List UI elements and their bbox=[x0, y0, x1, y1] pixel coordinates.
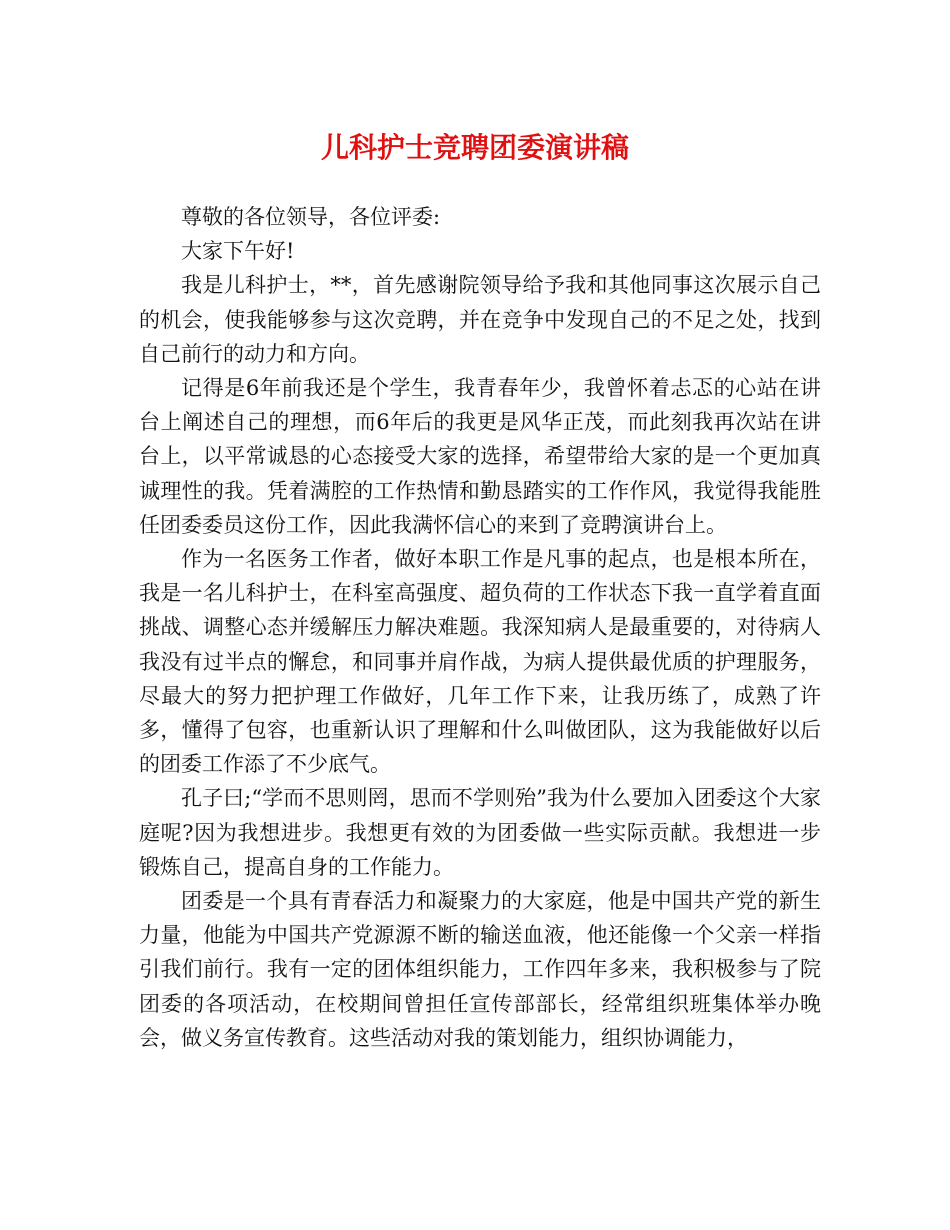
paragraph-memory: 记得是6年前我还是个学生，我青春年少，我曾怀着忐忑的心站在讲台上阐述自己的理想，而6年后的我更是风华正茂，而此刻我再次站在讲台上，以平常诚恳的心态接受大家的选择，希望带给大家的是一个更加真诚理性的我。凭着满腔的工作热情和勤恳踏实的工作作风，我觉得我能胜任团委委员这份工作，因此我满怀信心的来到了竞聘演讲台上。 bbox=[139, 376, 821, 537]
document-title: 儿科护士竞聘团委演讲稿 bbox=[320, 131, 629, 164]
paragraph-salutation: 尊敬的各位领导，各位评委: bbox=[181, 205, 441, 229]
paragraph-work: 作为一名医务工作者，做好本职工作是凡事的起点，也是根本所在，我是一名儿科护士，在科室高强度、超负荷的工作状态下我一直学着直面挑战、调整心态并缓解压力解决难题。我深知病人是最重要的，对待病人我没有过半点的懈怠，和同事并肩作战，为病人提供最优质的护理服务，尽最大的努力把护理工作做好，几年工作下来，让我历练了，成熟了许多，懂得了包容，也重新认识了理解和什么叫做团队，这为我能做好以后的团委工作添了不少底气。 bbox=[139, 547, 821, 777]
document-body bbox=[139, 200, 821, 1055]
paragraph-greeting: 大家下午好! bbox=[181, 239, 295, 264]
paragraph-introduction: 我是儿科护士，**，首先感谢院领导给予我和其他同事这次展示自己的机会，使我能够参与这次竞聘，并在竞争中发现自己的不足之处，找到自己前行的动力和方向。 bbox=[139, 273, 821, 366]
paragraph-league: 团委是一个具有青春活力和凝聚力的大家庭，他是中国共产党的新生力量，他能为中国共产党源源不断的输送血液，他还能像一个父亲一样指引我们前行。我有一定的团体组织能力，工作四年多来，我积极参与了院团委的各项活动，在校期间曾担任宣传部部长，经常组织班集体举办晚会，做义务宣传教育。这些活动对我的策划能力，组织协调能力， bbox=[139, 889, 821, 1050]
paragraph-confucius: 孔子曰;“学而不思则罔，思而不学则殆”我为什么要加入团委这个大家庭呢?因为我想进步。我想更有效的为团委做一些实际贡献。我想进一步锻炼自己，提高自身的工作能力。 bbox=[139, 786, 821, 879]
